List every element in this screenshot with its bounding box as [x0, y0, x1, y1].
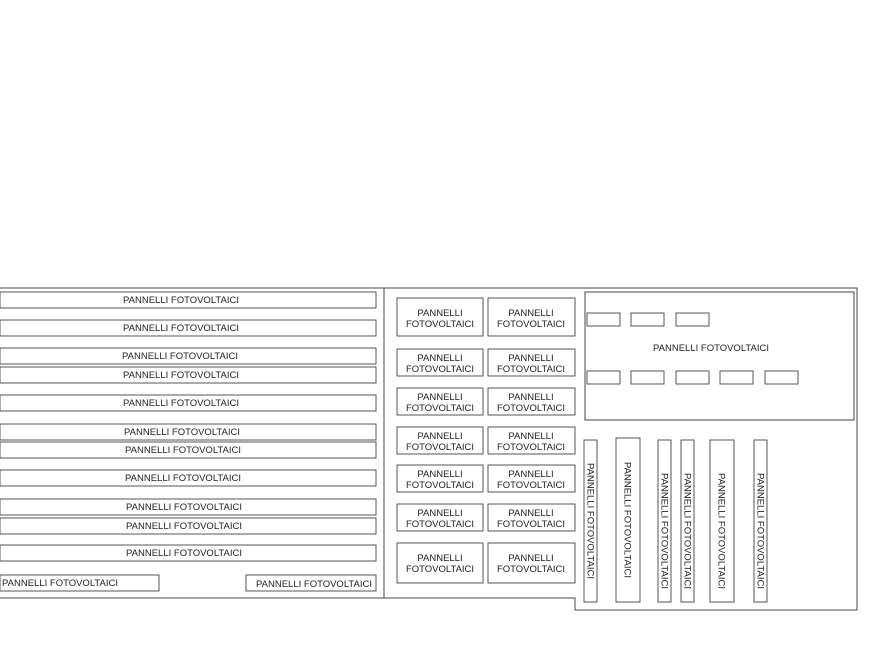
- strip-label: PANNELLI FOTOVOLTAICI: [123, 295, 239, 306]
- svg-text:FOTOVOLTAICI: FOTOVOLTAICI: [405, 403, 475, 414]
- grid-box: [488, 427, 575, 454]
- grid-box: [397, 465, 483, 492]
- strip-2: [0, 320, 376, 336]
- svg-text:PANNELLI: PANNELLI: [508, 308, 554, 319]
- svg-text:FOTOVOLTAICI: FOTOVOLTAICI: [496, 480, 566, 491]
- strip-label: PANNELLI FOTOVOLTAICI: [125, 473, 241, 484]
- strip-label: PANNELLI FOTOVOLTAICI: [123, 398, 239, 409]
- strip-7: [0, 442, 376, 458]
- grid-box: [488, 465, 575, 492]
- grid-box: [488, 388, 575, 415]
- svg-text:PANNELLI: PANNELLI: [417, 353, 463, 364]
- strip-4: [0, 367, 376, 383]
- vstrip-4: [681, 440, 694, 602]
- svg-text:PANNELLI: PANNELLI: [417, 553, 463, 564]
- strip-6: [0, 424, 376, 440]
- vstrip-2: [616, 438, 640, 602]
- strip-label: PANNELLI FOTOVOLTAICI: [123, 323, 239, 334]
- svg-text:PANNELLI: PANNELLI: [417, 508, 463, 519]
- svg-text:PANNELLI FOTOVOLTAICI: PANNELLI FOTOVOLTAICI: [621, 462, 633, 578]
- svg-text:FOTOVOLTAICI: FOTOVOLTAICI: [496, 564, 566, 575]
- vstrip-1: [584, 440, 597, 602]
- svg-text:FOTOVOLTAICI: FOTOVOLTAICI: [405, 480, 475, 491]
- strip-label: PANNELLI FOTOVOLTAICI: [126, 502, 242, 513]
- vstrip-6: [754, 440, 767, 602]
- grid-box: [397, 298, 483, 336]
- svg-text:FOTOVOLTAICI: FOTOVOLTAICI: [405, 564, 475, 575]
- strip-5: [0, 395, 376, 411]
- right-upper-area: [587, 313, 798, 384]
- strip-12-right: [246, 575, 376, 591]
- vstrip-3: [658, 440, 671, 602]
- grid-box: [488, 543, 575, 583]
- area-label: PANNELLI FOTOVOLTAICI: [653, 343, 769, 354]
- svg-text:PANNELLI: PANNELLI: [417, 431, 463, 442]
- svg-text:FOTOVOLTAICI: FOTOVOLTAICI: [496, 442, 566, 453]
- strip-11: [0, 545, 376, 561]
- svg-text:PANNELLI: PANNELLI: [508, 553, 554, 564]
- svg-text:FOTOVOLTAICI: FOTOVOLTAICI: [496, 403, 566, 414]
- svg-text:PANNELLI FOTOVOLTAICI: PANNELLI FOTOVOLTAICI: [658, 473, 670, 589]
- strip-label: PANNELLI FOTOVOLTAICI: [123, 370, 239, 381]
- svg-text:PANNELLI FOTOVOLTAICI: PANNELLI FOTOVOLTAICI: [681, 473, 693, 589]
- strip-9: [0, 499, 376, 515]
- svg-text:FOTOVOLTAICI: FOTOVOLTAICI: [405, 442, 475, 453]
- strip-label: PANNELLI FOTOVOLTAICI: [256, 579, 372, 590]
- svg-text:FOTOVOLTAICI: FOTOVOLTAICI: [496, 364, 566, 375]
- strip-8: [0, 470, 376, 486]
- grid-box: [397, 349, 483, 376]
- svg-text:FOTOVOLTAICI: FOTOVOLTAICI: [496, 519, 566, 530]
- svg-text:PANNELLI: PANNELLI: [417, 308, 463, 319]
- svg-text:FOTOVOLTAICI: FOTOVOLTAICI: [405, 319, 475, 330]
- svg-text:PANNELLI: PANNELLI: [508, 431, 554, 442]
- left-strips: [0, 292, 376, 591]
- vertical-strips: [584, 438, 767, 602]
- grid-box: [488, 504, 575, 531]
- svg-text:PANNELLI: PANNELLI: [508, 469, 554, 480]
- svg-text:PANNELLI: PANNELLI: [508, 392, 554, 403]
- grid-box: [397, 427, 483, 454]
- svg-text:PANNELLI FOTOVOLTAICI: PANNELLI FOTOVOLTAICI: [584, 463, 596, 579]
- strip-label: PANNELLI FOTOVOLTAICI: [126, 548, 242, 559]
- svg-text:PANNELLI: PANNELLI: [508, 508, 554, 519]
- vstrip-5: [710, 440, 734, 602]
- svg-text:FOTOVOLTAICI: FOTOVOLTAICI: [405, 364, 475, 375]
- svg-text:PANNELLI: PANNELLI: [417, 469, 463, 480]
- strip-1: [0, 292, 376, 308]
- svg-text:PANNELLI FOTOVOLTAICI: PANNELLI FOTOVOLTAICI: [715, 473, 727, 589]
- svg-text:PANNELLI: PANNELLI: [508, 353, 554, 364]
- strip-label: PANNELLI FOTOVOLTAICI: [126, 521, 242, 532]
- grid-box: [488, 349, 575, 376]
- grid-box: [397, 504, 483, 531]
- svg-text:FOTOVOLTAICI: FOTOVOLTAICI: [405, 519, 475, 530]
- grid-box: [397, 543, 483, 583]
- svg-text:FOTOVOLTAICI: FOTOVOLTAICI: [496, 319, 566, 330]
- middle-grid: [397, 298, 575, 583]
- strip-label: PANNELLI FOTOVOLTAICI: [2, 578, 118, 589]
- strip-label: PANNELLI FOTOVOLTAICI: [124, 427, 240, 438]
- strip-10: [0, 518, 376, 534]
- grid-box: [488, 298, 575, 336]
- strip-3: [0, 348, 376, 364]
- strip-12-left: [0, 575, 159, 591]
- grid-box: [397, 388, 483, 415]
- svg-text:PANNELLI FOTOVOLTAICI: PANNELLI FOTOVOLTAICI: [754, 473, 766, 589]
- strip-label: PANNELLI FOTOVOLTAICI: [125, 445, 241, 456]
- svg-text:PANNELLI: PANNELLI: [417, 392, 463, 403]
- strip-label: PANNELLI FOTOVOLTAICI: [122, 351, 238, 362]
